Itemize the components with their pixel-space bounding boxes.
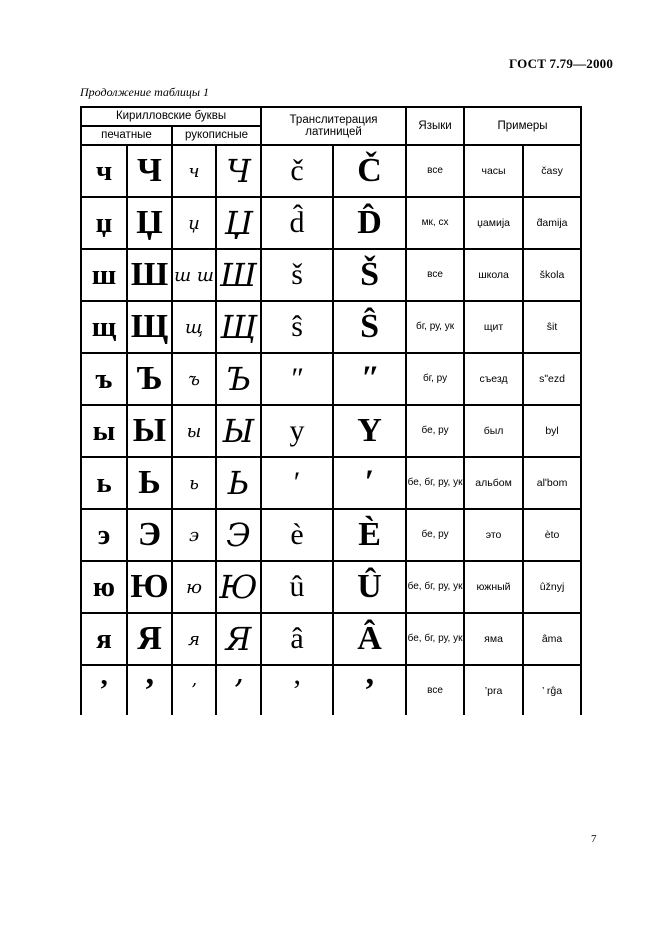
printed-uppercase-letter: Ъ [127,353,172,405]
translit-uppercase-letter: Y [333,405,406,457]
translit-lowercase-letter: š [261,249,333,301]
example-cyrillic: это [464,509,523,561]
translit-lowercase-letter: ʹ [261,457,333,509]
languages-cell: бе, бг, ру, ук [406,457,464,509]
handwritten-lowercase-letter: щ [172,301,216,353]
translit-lowercase-letter: ŝ [261,301,333,353]
example-latin: byl [523,405,581,457]
table-row [81,509,581,561]
handwritten-lowercase-letter: ю [172,561,216,613]
table-row [81,249,581,301]
table-row [81,457,581,509]
languages-cell: бе, бг, ру, ук [406,613,464,665]
handwritten-lowercase-letter: џ [172,197,216,249]
languages-cell: все [406,665,464,715]
example-cyrillic: щит [464,301,523,353]
table-row [81,197,581,249]
page-number: 7 [591,833,597,845]
example-cyrillic: был [464,405,523,457]
standard-number: ГОСТ 7.79—2000 [509,56,614,71]
handwritten-lowercase-letter: я [172,613,216,665]
translit-uppercase-letter: È [333,509,406,561]
printed-uppercase-letter: Ы [127,405,172,457]
printed-uppercase-letter: Ч [127,145,172,197]
translit-lowercase-letter: y [261,405,333,457]
printed-uppercase-letter: ’ [127,665,172,715]
translit-lowercase-letter: č [261,145,333,197]
handwritten-lowercase-letter: ш ш [172,249,216,301]
example-latin: âma [523,613,581,665]
printed-uppercase-letter: Ь [127,457,172,509]
languages-cell: бе, ру [406,509,464,561]
translit-lowercase-letter: â [261,613,333,665]
table-row [81,145,581,197]
translit-uppercase-letter: ’ [333,665,406,715]
languages-cell: все [406,145,464,197]
example-latin: èto [523,509,581,561]
example-latin: časy [523,145,581,197]
handwritten-uppercase-letter: Щ [216,301,261,353]
handwritten-uppercase-letter: Ъ [216,353,261,405]
languages-cell: все [406,249,464,301]
translit-lowercase-letter: ʺ [261,353,333,405]
example-cyrillic: школа [464,249,523,301]
handwritten-uppercase-letter: Ш [216,249,261,301]
handwritten-uppercase-letter: Ч [216,145,261,197]
printed-lowercase-letter: ю [81,561,127,613]
handwritten-lowercase-letter: ъ [172,353,216,405]
printed-uppercase-letter: Ю [127,561,172,613]
languages-cell: мк, сх [406,197,464,249]
printed-lowercase-letter: щ [81,301,127,353]
printed-lowercase-letter: ш [81,249,127,301]
translit-uppercase-letter: ʹ [333,457,406,509]
printed-lowercase-letter: я [81,613,127,665]
translit-lowercase-letter: ’ [261,665,333,715]
example-cyrillic: яма [464,613,523,665]
header-languages: Языки [406,107,464,145]
printed-uppercase-letter: Я [127,613,172,665]
translit-uppercase-letter: ʺ [333,353,406,405]
printed-uppercase-letter: Щ [127,301,172,353]
handwritten-lowercase-letter: ’ [172,665,216,715]
translit-uppercase-letter: Č [333,145,406,197]
handwritten-uppercase-letter: Я [216,613,261,665]
handwritten-uppercase-letter: Ь [216,457,261,509]
translit-uppercase-letter: Â [333,613,406,665]
languages-cell: бг, ру, ук [406,301,464,353]
printed-lowercase-letter: э [81,509,127,561]
table-row [81,301,581,353]
handwritten-lowercase-letter: э [172,509,216,561]
handwritten-uppercase-letter: Ы [216,405,261,457]
translit-lowercase-letter: û [261,561,333,613]
example-latin: škola [523,249,581,301]
printed-uppercase-letter: Ш [127,249,172,301]
printed-lowercase-letter: ъ [81,353,127,405]
languages-cell: бг, ру [406,353,464,405]
header-cyrillic-letters: Кирилловские буквы [81,107,261,126]
printed-lowercase-letter: ’ [81,665,127,715]
transliteration-table [80,106,582,715]
example-latin: d̂amija [523,197,581,249]
printed-uppercase-letter: Џ [127,197,172,249]
translit-lowercase-letter: è [261,509,333,561]
table-row [81,561,581,613]
translit-uppercase-letter: Û [333,561,406,613]
example-cyrillic: съезд [464,353,523,405]
translit-uppercase-letter: Š [333,249,406,301]
table-row [81,405,581,457]
handwritten-uppercase-letter: ’ [216,665,261,715]
example-cyrillic: часы [464,145,523,197]
handwritten-uppercase-letter: Э [216,509,261,561]
header-transliteration: Транслитерация латиницей [261,107,406,145]
example-latin: sʺezd [523,353,581,405]
example-latin: ŝit [523,301,581,353]
table-row [81,353,581,405]
header-printed: печатные [81,126,172,145]
handwritten-lowercase-letter: ы [172,405,216,457]
table-continuation-label: Продолжение таблицы 1 [80,85,210,99]
example-cyrillic: џамија [464,197,523,249]
example-latin: ’ rĝa [523,665,581,715]
handwritten-uppercase-letter: Џ [216,197,261,249]
example-cyrillic: ’pra [464,665,523,715]
printed-lowercase-letter: ы [81,405,127,457]
printed-lowercase-letter: ь [81,457,127,509]
handwritten-lowercase-letter: ч [172,145,216,197]
translit-lowercase-letter: d̂ [261,197,333,249]
example-cyrillic: альбом [464,457,523,509]
example-latin: alʹbom [523,457,581,509]
languages-cell: бе, бг, ру, ук [406,561,464,613]
printed-lowercase-letter: ч [81,145,127,197]
example-latin: ûžnyj [523,561,581,613]
example-cyrillic: южный [464,561,523,613]
printed-lowercase-letter: џ [81,197,127,249]
handwritten-lowercase-letter: ь [172,457,216,509]
translit-uppercase-letter: D̂ [333,197,406,249]
languages-cell: бе, ру [406,405,464,457]
header-examples: Примеры [464,107,581,145]
translit-uppercase-letter: Ŝ [333,301,406,353]
header-handwritten: рукописные [172,126,261,145]
printed-uppercase-letter: Э [127,509,172,561]
handwritten-uppercase-letter: Ю [216,561,261,613]
table-row [81,665,581,715]
table-row [81,613,581,665]
